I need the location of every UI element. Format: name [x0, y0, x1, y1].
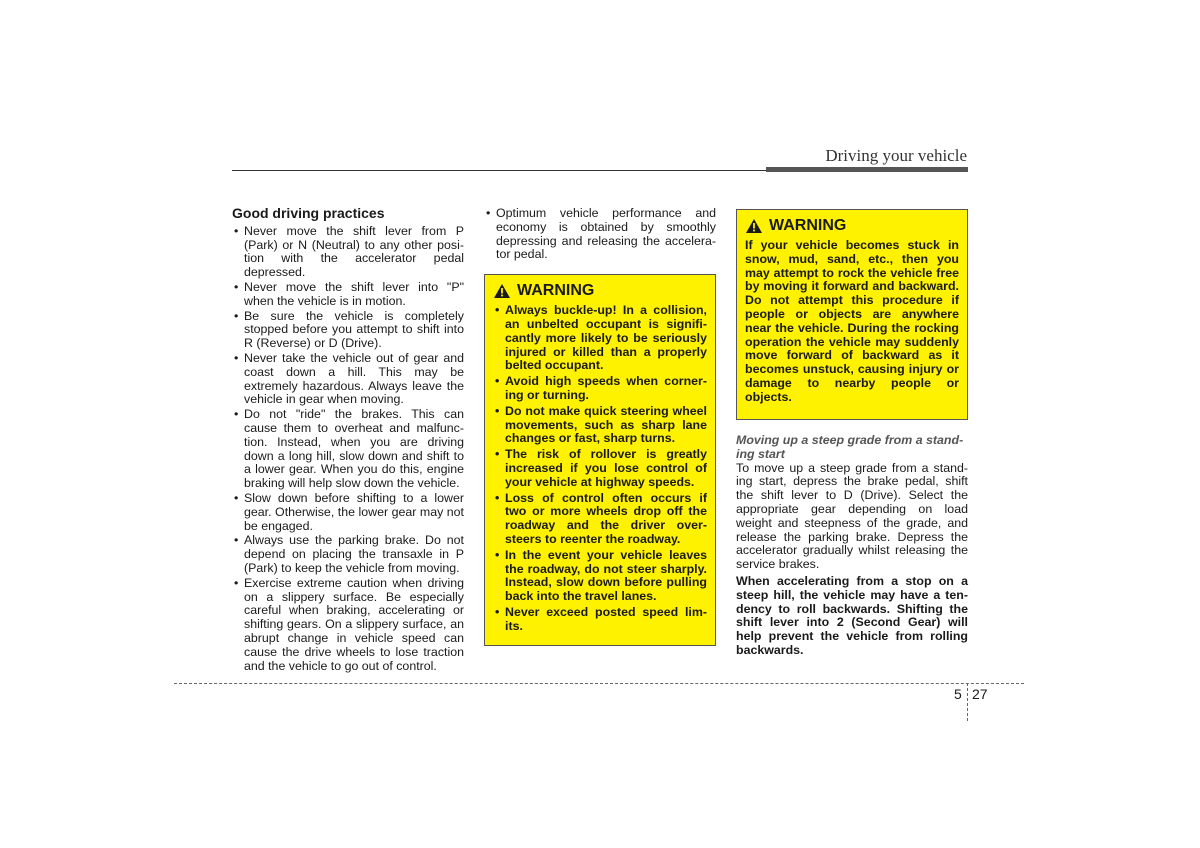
page-number: 27	[972, 686, 988, 702]
list-item: • Exercise extreme caution when driving on a slippery surface. Be especially careful when braking, accelerating or shifting gears. On a slippery surface, an abrupt change in vehicle speed can cause the drive wheels to lose traction and the vehicle to go out of control.	[232, 577, 464, 674]
intro-list	[484, 207, 716, 262]
list-item: • Loss of control often occurs if two or more wheels drop off the roadway and the driver over-steers to reenter the roadway.	[493, 492, 707, 547]
column-right	[736, 207, 968, 658]
list-item: • Avoid high speeds when corner-ing or turning.	[493, 375, 707, 403]
warning-triangle-icon	[493, 283, 511, 299]
list-item: • In the event your vehicle leaves the roadway, do not steer sharply. Instead, slow down before pulling back into the travel lanes.	[493, 549, 707, 604]
warning-heading	[493, 283, 707, 299]
list-item: • Never take the vehicle out of gear and coast down a hill. This may be extremely hazardous. Always leave the vehicle in gear when moving.	[232, 352, 464, 407]
warning-text: If your vehicle becomes stuck in snow, mud, sand, etc., then you may attempt to rock the vehicle free by moving it forward and backward. Do not attempt this procedure if people or objects are anywhere near the vehicle. During the rocking operation the vehicle may suddenly move forward of backward as it becomes unstuck, causing injury or damage to nearby people or objects.	[745, 238, 959, 404]
sub-heading: Moving up a steep grade from a stand-ing start	[736, 433, 964, 461]
column-left	[232, 207, 464, 674]
paragraph: To move up a steep grade from a stand-ing start, depress the brake pedal, shift the shift lever to D (Drive). Select the appropriate gear depending on load weight and steepness of the grade, and release the parking brake. Depress the accelerator gradually whilst releasing the service brakes.	[736, 460, 968, 572]
list-item: • Never move the shift lever from P (Park) or N (Neutral) to any other posi-tion with the accelerator pedal depressed.	[232, 225, 464, 280]
bold-paragraph: When accelerating from a stop on a steep hill, the vehicle may have a ten-dency to roll backwards. Shifting the shift lever into 2 (Second Gear) will help prevent the vehicle from rolling backwards.	[736, 573, 968, 657]
footer-divider	[967, 683, 968, 721]
list-item: • Slow down before shifting to a lower gear. Otherwise, the lower gear may not be engaged.	[232, 492, 464, 533]
list-item: • Never exceed posted speed lim-its.	[493, 606, 707, 634]
list-item: • Be sure the vehicle is completely stopped before you attempt to shift into R (Reverse) or D (Drive).	[232, 310, 464, 351]
header-bar	[766, 167, 968, 172]
column-middle	[484, 207, 716, 646]
list-item: • Optimum vehicle performance and economy is obtained by smoothly depressing and releasing the accelera-tor pedal.	[484, 207, 716, 262]
warning-heading	[745, 218, 959, 234]
list-item: • Do not make quick steering wheel movements, such as sharp lane changes or fast, sharp turns.	[493, 405, 707, 446]
practices-list	[232, 225, 464, 674]
warning-label: WARNING	[769, 217, 847, 235]
footer-rule	[174, 683, 1024, 684]
warning-triangle-icon	[745, 218, 763, 234]
warning-box-driving	[484, 274, 716, 646]
list-item: • The risk of rollover is greatly increased if you lose control of your vehicle at highway speeds.	[493, 448, 707, 489]
warning-label: WARNING	[517, 282, 595, 300]
list-item: • Never move the shift lever into "P" when the vehicle is in motion.	[232, 281, 464, 309]
warning-list	[493, 304, 707, 633]
chapter-number: 5	[954, 686, 962, 702]
warning-box-stuck	[736, 209, 968, 420]
section-title: Good driving practices	[232, 205, 385, 221]
list-item: • Always buckle-up! In a collision, an unbelted occupant is signifi-cantly more likely to be seriously injured or killed than a properly belted occupant.	[493, 304, 707, 373]
page-header-title: Driving your vehicle	[825, 146, 967, 165]
list-item: • Always use the parking brake. Do not depend on placing the transaxle in P (Park) to keep the vehicle from moving.	[232, 534, 464, 575]
list-item: • Do not "ride" the brakes. This can cause them to overheat and malfunc-tion. Instead, when you are driving down a long hill, slow down and shift to a lower gear. When you do this, engine braking will help slow down the vehicle.	[232, 408, 464, 491]
